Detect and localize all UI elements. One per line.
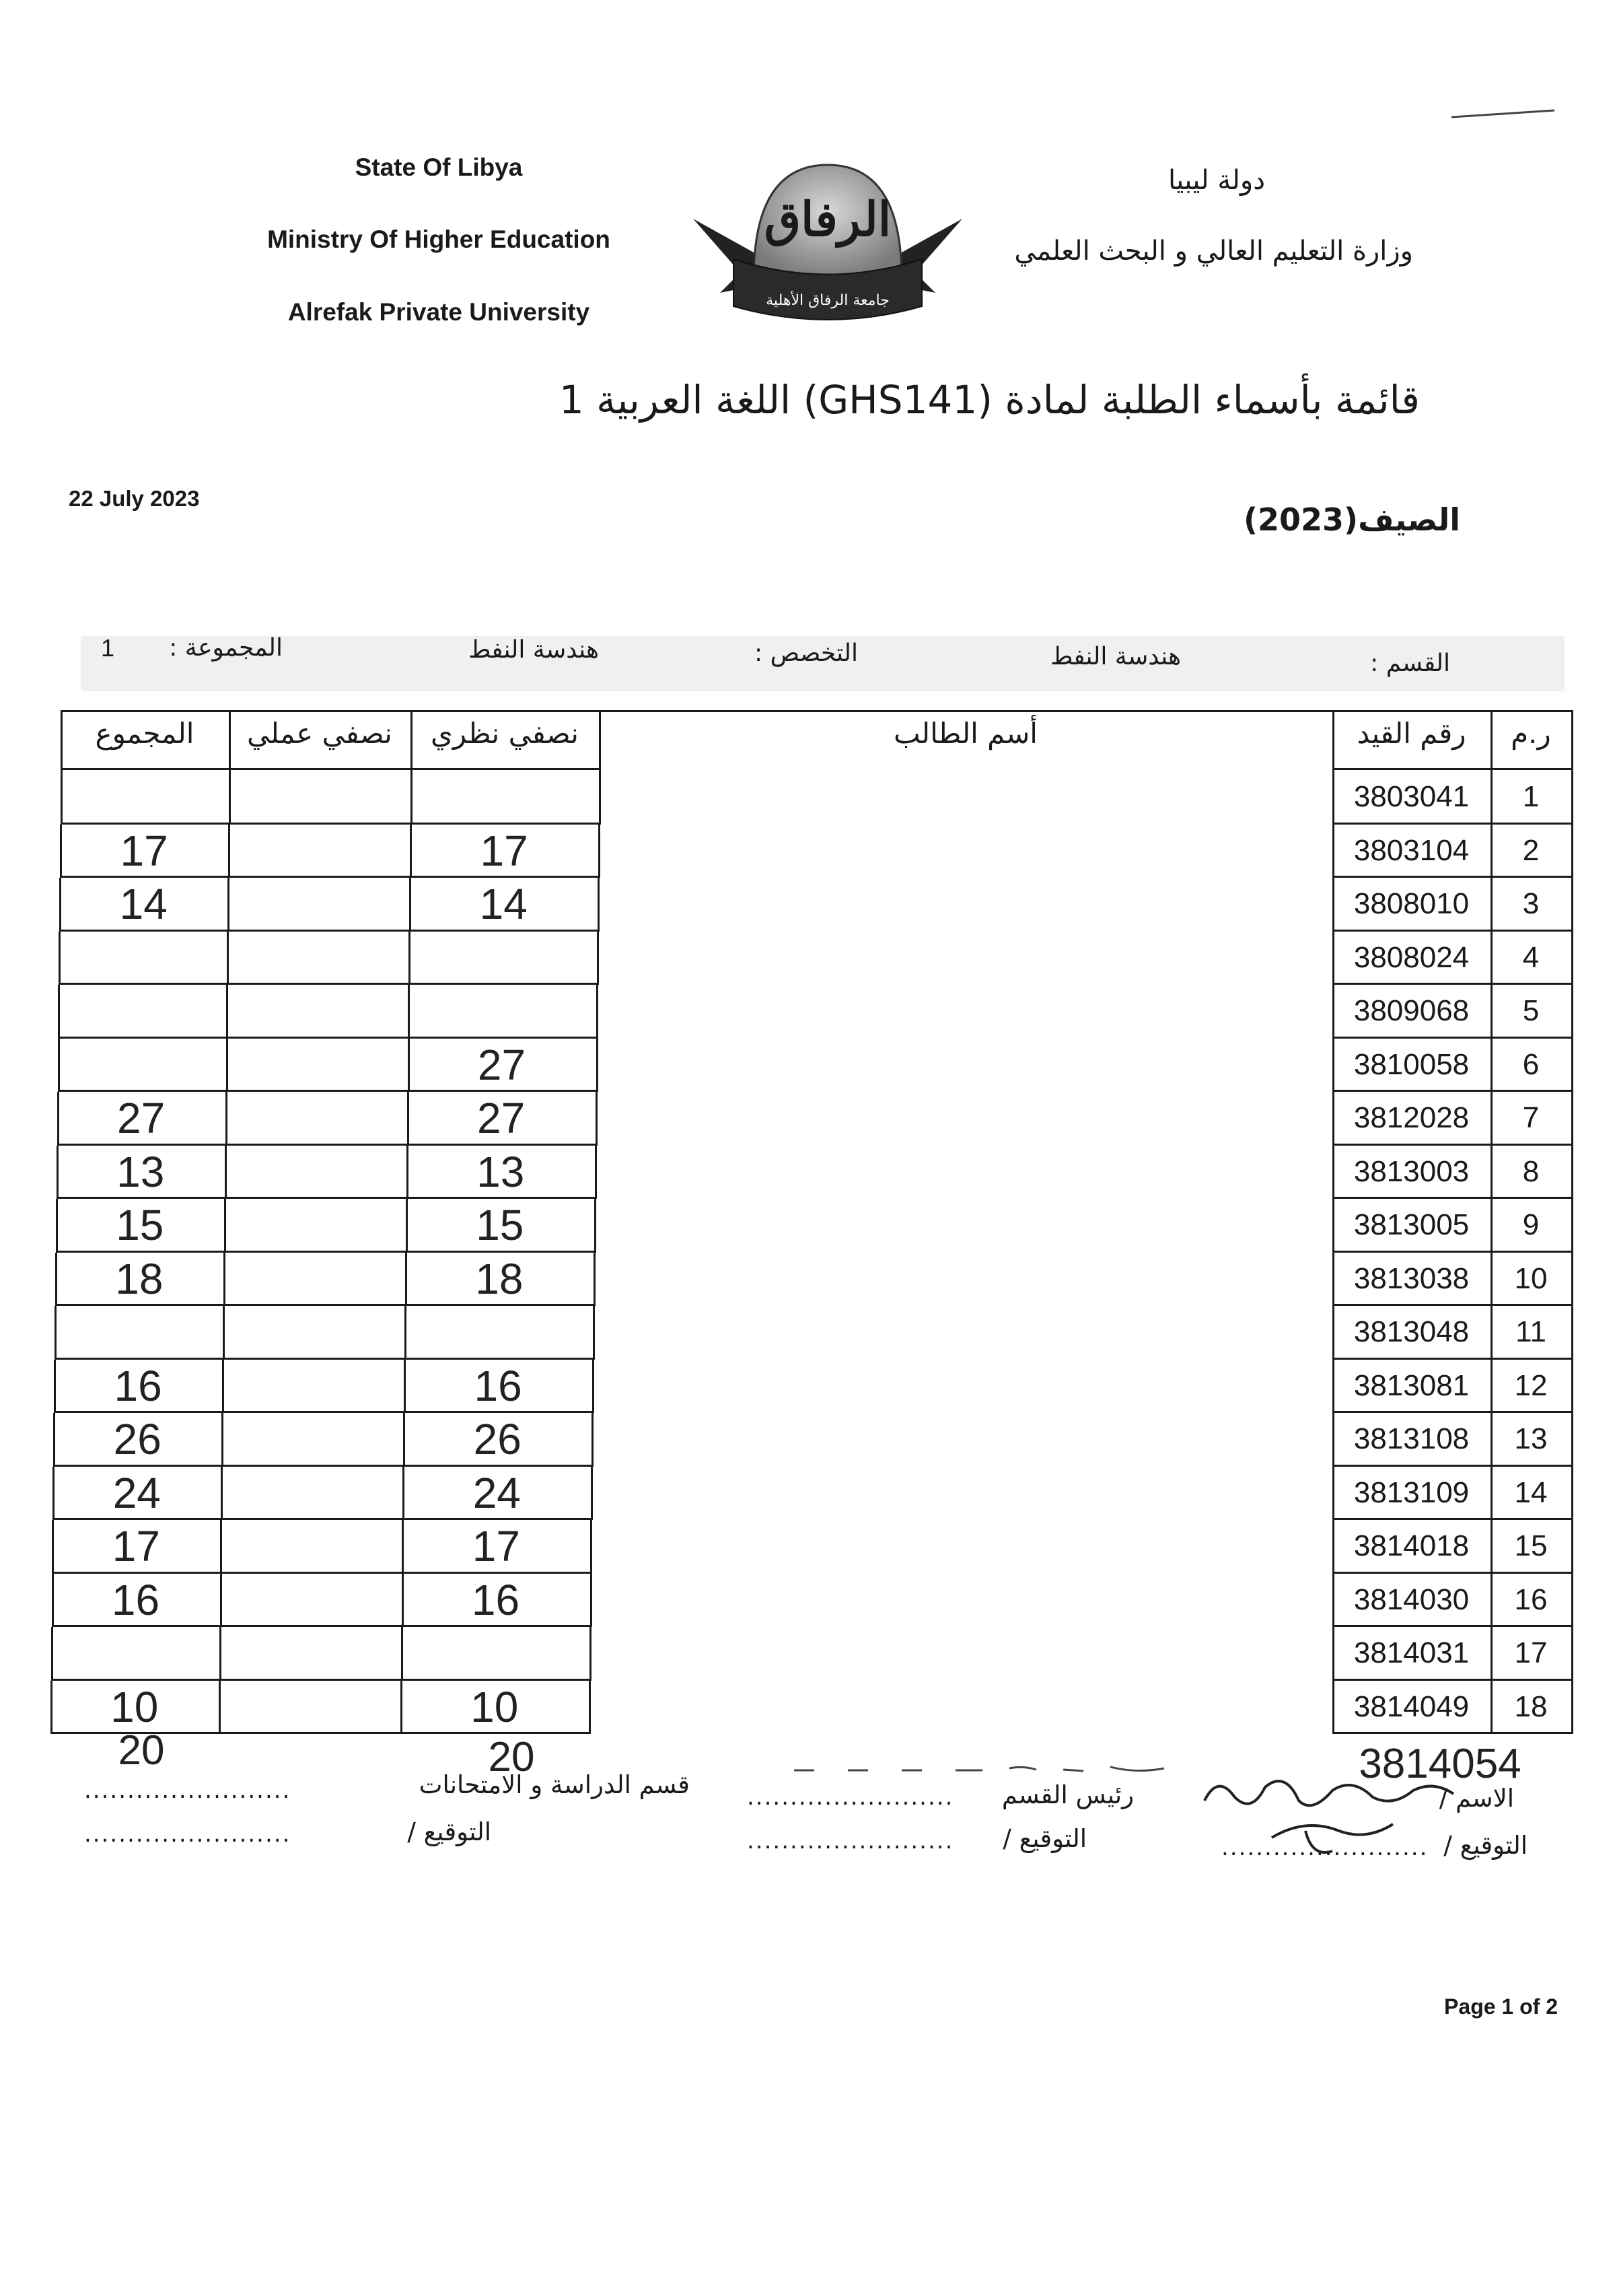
row-left-vline-3-1 [227,878,229,932]
row-left-vline-4-3 [597,932,599,985]
table-top-border [61,710,1571,712]
row-right-bottom-16 [1332,1625,1571,1627]
row-left-vline-11-0 [55,1306,57,1360]
cell-no-8: 8 [1522,1154,1540,1188]
cell-theory-18: 10 [470,1682,519,1731]
header-country-ar: دولة ليبيا [1168,165,1265,196]
row-right-vline-11-2 [1571,1306,1573,1360]
row-right-vline-14-2 [1571,1467,1573,1521]
cell-theory-12: 16 [474,1361,522,1410]
row-right-bottom-13 [1332,1465,1571,1467]
row-right-vline-4-2 [1571,932,1573,985]
header-practical: نصفي عملي [247,717,392,750]
cell-id-7: 3812028 [1353,1101,1470,1134]
row-left-vline-5-3 [596,985,598,1039]
row-left-vline-9-3 [594,1199,596,1253]
cell-no-15: 15 [1514,1529,1548,1562]
row-left-vline-6-0 [58,1039,60,1092]
row-left-vline-4-0 [59,932,61,985]
cell-no-18: 18 [1514,1690,1548,1723]
spec-value: هندسة النفط [468,636,599,664]
row-left-bottom-8 [57,1197,595,1199]
row-left-bottom-15 [52,1572,590,1574]
row-left-bottom-16 [52,1625,590,1627]
handwritten-signature [1265,1811,1400,1865]
row-left-bottom-2 [60,876,598,878]
row-left-vline-6-1 [226,1039,228,1092]
cell-id-4: 3808024 [1353,940,1470,974]
cell-no-13: 13 [1514,1422,1548,1455]
row-left-bottom-5 [58,1037,596,1039]
row-left-vline-10-1 [223,1253,225,1307]
row-left-vline-18-3 [589,1681,591,1735]
row-left-bottom-17 [51,1679,589,1681]
row-right-bottom-10 [1332,1304,1571,1306]
row-left-bottom-11 [55,1358,593,1360]
exams-signature-label: التوقيع / [407,1817,491,1846]
row-right-vline-3-2 [1571,878,1573,932]
name-label: الاسم / [1439,1784,1514,1813]
header-bottom-left [61,768,599,770]
cell-id-1: 3803041 [1353,780,1470,813]
page-number: Page 1 of 2 [1444,1994,1558,2019]
season-year: الصيف(2023) [1243,501,1460,538]
pen-mark [1450,108,1558,121]
row-right-bottom-18 [1332,1732,1571,1734]
cell-total-7: 27 [117,1094,166,1142]
header-ministry-en: Ministry Of Higher Education [267,225,610,253]
row-left-vline-14-1 [221,1467,223,1521]
row-left-vline-16-3 [590,1574,592,1628]
exams-dots-2: ........................ [84,1821,291,1848]
row-left-vline-1-2 [410,771,412,825]
cell-id-13: 3813108 [1353,1422,1470,1455]
row-right-vline-18-2 [1571,1681,1573,1735]
row-left-vline-15-3 [590,1520,592,1574]
header-country-en: State Of Libya [355,153,523,181]
logo-calligraphy: الرفاق [764,191,892,247]
row-left-vline-17-0 [51,1627,53,1681]
header-vline-r-2 [1571,710,1573,771]
cell-no-7: 7 [1522,1101,1540,1134]
cell-id-11: 3813048 [1353,1315,1470,1348]
row-left-vline-2-3 [598,825,600,878]
exams-dots-1: ........................ [84,1777,291,1804]
row-right-vline-10-2 [1571,1253,1573,1307]
header-total: المجموع [95,717,194,750]
row-right-bottom-12 [1332,1411,1571,1413]
cell-no-9: 9 [1522,1208,1540,1241]
cell-id-14: 3813109 [1353,1475,1470,1509]
header-university-en: Alrefak Private University [287,298,590,326]
cell-id-15: 3814018 [1353,1529,1470,1562]
row-right-vline-6-2 [1571,1039,1573,1092]
group-label: المجموعة : [169,634,283,662]
cell-theory-9: 15 [476,1201,524,1249]
row-left-vline-3-3 [598,878,600,932]
cell-id-6: 3810058 [1353,1047,1470,1081]
row-left-vline-13-3 [591,1413,594,1467]
row-left-vline-12-3 [592,1360,594,1414]
row-left-vline-7-3 [596,1092,598,1146]
row-right-bottom-9 [1332,1251,1571,1253]
row-left-vline-8-3 [595,1146,597,1199]
row-left-vline-13-1 [221,1413,223,1467]
head-dots-2: ........................ [747,1828,954,1854]
row-left-vline-7-1 [225,1092,227,1146]
cell-total-16: 16 [111,1575,160,1624]
cell-theory-7: 27 [477,1094,526,1142]
row-right-vline-16-2 [1571,1574,1573,1628]
group-value: 1 [101,634,115,662]
cell-total-13: 26 [113,1415,162,1463]
header-no: ر.م [1511,717,1551,750]
row-left-vline-1-3 [599,771,601,825]
cell-no-12: 12 [1514,1368,1548,1402]
row-right-bottom-7 [1332,1144,1571,1146]
row-left-vline-17-1 [219,1627,221,1681]
row-right-bottom-2 [1332,876,1571,878]
row-left-vline-6-3 [596,1039,598,1092]
header-theory: نصفي نظري [431,717,579,750]
cell-no-16: 16 [1514,1582,1548,1616]
dept-value: هندسة النفط [1050,643,1181,670]
row-left-bottom-4 [59,983,597,985]
extra-id: 3814054 [1359,1741,1521,1787]
row-left-vline-16-1 [220,1574,222,1628]
row-left-bottom-3 [59,930,598,932]
cell-theory-16: 16 [471,1575,520,1624]
row-right-bottom-14 [1332,1518,1571,1520]
row-left-vline-15-1 [220,1520,222,1574]
university-logo [693,151,962,340]
cell-id-3: 3808010 [1353,887,1470,920]
row-left-vline-4-1 [227,932,229,985]
row-left-vline-4-2 [408,932,410,985]
cell-id-10: 3813038 [1353,1261,1470,1295]
row-left-vline-2-1 [228,825,230,878]
cell-theory-8: 13 [476,1147,525,1196]
row-right-vline-7-2 [1571,1092,1573,1146]
row-right-bottom-17 [1332,1679,1571,1681]
cell-total-9: 15 [116,1201,164,1249]
cell-theory-3: 14 [479,880,528,928]
row-left-vline-17-3 [589,1627,591,1681]
row-right-bottom-1 [1332,823,1571,825]
row-right-bottom-4 [1332,983,1571,985]
cell-total-18: 10 [110,1682,159,1731]
extra-theory: 20 [488,1734,535,1780]
row-right-vline-9-2 [1571,1199,1573,1253]
row-left-vline-10-3 [594,1253,596,1307]
cell-total-10: 18 [115,1254,164,1303]
row-right-vline-13-2 [1571,1413,1573,1467]
header-id: رقم القيد [1357,717,1466,750]
row-right-vline-12-2 [1571,1360,1573,1414]
row-right-vline-17-2 [1571,1627,1573,1681]
cell-no-11: 11 [1515,1315,1546,1348]
cell-id-17: 3814031 [1353,1636,1470,1669]
row-left-vline-11-1 [223,1306,225,1360]
row-left-bottom-7 [57,1144,596,1146]
cell-no-14: 14 [1514,1475,1548,1509]
logo-ribbon-text: جامعة الرفاق الأهلية [766,292,890,309]
row-right-bottom-6 [1332,1090,1571,1092]
cell-theory-10: 18 [475,1254,524,1303]
cell-no-4: 4 [1522,940,1540,974]
row-right-bottom-11 [1332,1358,1571,1360]
row-left-vline-1-1 [229,771,231,825]
row-left-vline-1-0 [61,771,63,825]
exams-dept-label: قسم الدراسة و الامتحانات [419,1770,690,1799]
row-right-bottom-8 [1332,1197,1571,1199]
dept-label: القسم : [1370,650,1450,677]
row-right-vline-8-2 [1571,1146,1573,1199]
head-dots-1: ........................ [747,1784,954,1811]
cell-theory-6: 27 [477,1040,526,1089]
row-left-bottom-12 [54,1411,592,1413]
cell-no-17: 17 [1514,1636,1548,1669]
row-left-vline-5-1 [226,985,228,1039]
cell-id-18: 3814049 [1353,1690,1470,1723]
row-left-vline-11-3 [593,1306,595,1360]
row-left-vline-18-1 [219,1681,221,1735]
row-left-bottom-9 [56,1251,594,1253]
document-title: قائمة بأسماء الطلبة لمادة (GHS141) اللغة العربية 1 [559,377,1420,423]
extra-total: 20 [118,1727,165,1774]
row-right-vline-15-2 [1571,1520,1573,1574]
row-left-vline-12-1 [222,1360,224,1414]
document-date: 22 July 2023 [69,486,200,511]
row-left-bottom-10 [55,1304,594,1306]
row-left-vline-11-2 [404,1306,406,1360]
row-right-vline-2-2 [1571,825,1573,878]
row-right-vline-1-2 [1571,771,1573,825]
cell-total-3: 14 [119,880,168,928]
row-left-bottom-6 [58,1090,596,1092]
cell-no-10: 10 [1514,1261,1548,1295]
row-left-vline-5-2 [408,985,410,1039]
cell-total-14: 24 [112,1468,161,1517]
head-dept-label: رئيس القسم [1001,1780,1134,1809]
cell-id-8: 3813003 [1353,1154,1470,1188]
sign-dots: ........................ [1221,1834,1429,1861]
cell-no-3: 3 [1522,887,1540,920]
cell-total-15: 17 [112,1522,160,1570]
cell-theory-2: 17 [480,826,528,875]
row-left-vline-5-0 [58,985,60,1039]
cell-total-12: 16 [114,1361,162,1410]
row-left-vline-14-3 [591,1467,593,1521]
row-right-vline-5-2 [1571,985,1573,1039]
head-signature-label: التوقيع / [1003,1824,1087,1853]
row-right-bottom-15 [1332,1572,1571,1574]
row-right-bottom-3 [1332,930,1571,932]
cell-theory-13: 26 [473,1415,522,1463]
row-left-vline-8-1 [225,1146,227,1199]
row-left-vline-9-1 [224,1199,226,1253]
row-left-bottom-14 [52,1518,591,1520]
cell-no-2: 2 [1522,833,1540,867]
cell-id-12: 3813081 [1353,1368,1470,1402]
signature-label: التوقيع / [1443,1831,1528,1860]
header-name: أسم الطالب [894,717,1038,750]
row-left-bottom-1 [61,823,599,825]
cell-id-5: 3809068 [1353,994,1470,1027]
cell-total-2: 17 [120,826,168,875]
cell-total-8: 13 [116,1147,165,1196]
header-bottom-right [1332,768,1571,770]
cell-theory-14: 24 [472,1468,521,1517]
row-right-bottom-5 [1332,1037,1571,1039]
cell-id-16: 3814030 [1353,1582,1470,1616]
cell-id-9: 3813005 [1353,1208,1470,1241]
row-left-bottom-13 [53,1465,591,1467]
spec-label: التخصص : [754,639,858,667]
cell-no-5: 5 [1522,994,1540,1027]
cell-theory-15: 17 [472,1522,520,1570]
scratch-marks [787,1760,1178,1780]
header-ministry-ar: وزارة التعليم العالي و البحث العلمي [1014,236,1413,267]
cell-id-2: 3803104 [1353,833,1470,867]
row-left-vline-17-2 [401,1627,403,1681]
cell-no-1: 1 [1522,780,1540,813]
cell-no-6: 6 [1522,1047,1540,1081]
